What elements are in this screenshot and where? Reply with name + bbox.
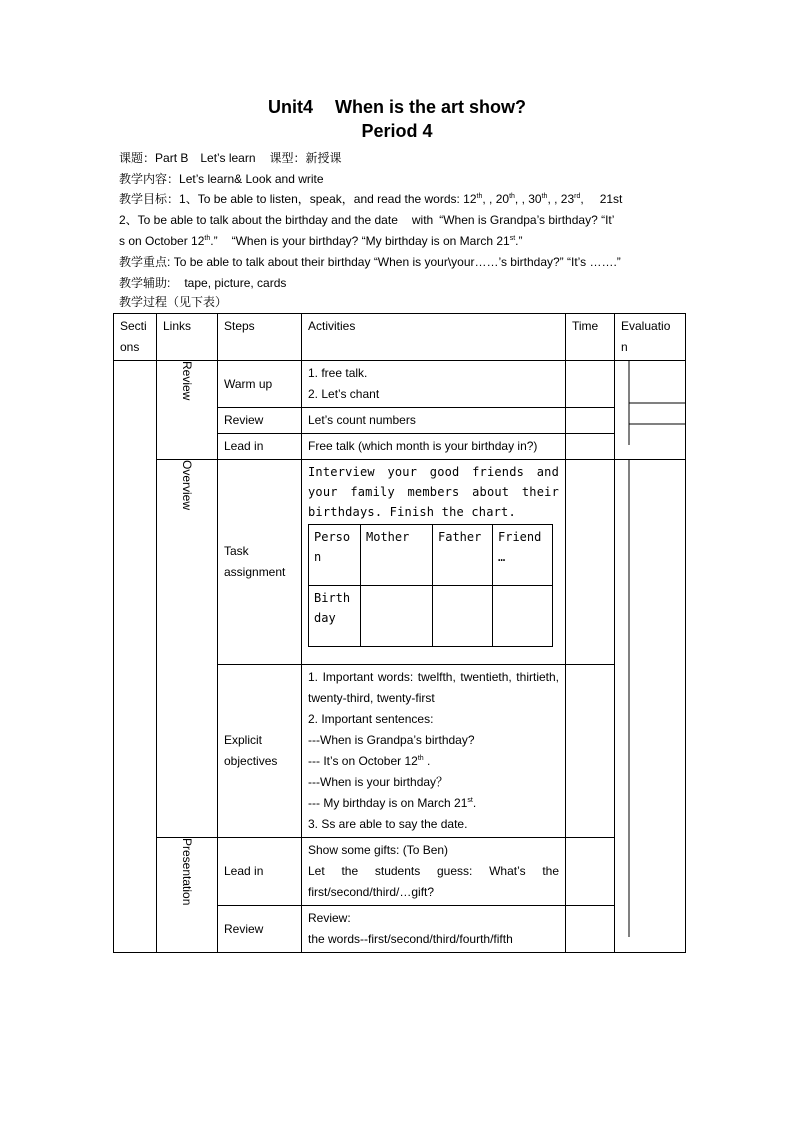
step-review-2: Review [218,906,302,953]
step-task-assignment: Task assignment [218,460,302,665]
header-evaluation: Evaluatio n [615,314,686,361]
task-instructions: Interview your good friends and your family members about their birthdays. Finish the chart. [308,465,559,519]
header-sections: Secti ons [114,314,157,361]
chart-cell [493,586,553,647]
link-presentation: Presentation [157,838,218,953]
activity-leadin-2: Show some gifts: (To Ben) Let the students guess: What’s the first/second/third/…gift? [302,838,566,906]
time-cell [566,665,615,838]
time-cell [566,460,615,665]
chart-header-friend: Friend … [493,525,553,586]
activity-explicit: 1. Important words: twelfth, twentieth, thirtieth, twenty-third, twenty-first 2. Important sentences: ---When is Grandpa’s birthday? --- It’s on October 12th . ---When is your birthday？ --- My birthday is on March 21st. 3. Ss are able to say the date. [302,665,566,838]
info-objectives: 教学目标：1、To be able to listen，speak，and read the words: 12th, , 20th, , 30th, , 23rd, 21st [119,192,623,206]
header-steps: Steps [218,314,302,361]
activity-review: Let’s count numbers [302,408,566,434]
sections-cell [114,361,157,953]
chart-cell [361,586,433,647]
activity-review-2: Review: the words--first/second/third/fourth/fifth [302,906,566,953]
evaluation-grid [615,460,685,937]
info-objectives-2: 2、To be able to talk about the birthday and the date with “When is Grandpa’s birthday? “It’ [119,213,615,227]
activity-warmup: 1. free talk. 2. Let’s chant [302,361,566,408]
chart-header-father: Father [433,525,493,586]
time-cell [566,906,615,953]
chart-row-birthday: Birth day [309,586,361,647]
table-header-row [114,314,686,361]
activity-task [302,460,566,665]
header-activities: Activities [302,314,566,361]
link-overview: Overview [157,460,218,838]
info-objectives-3: s on October 12th.” “When is your birthday? “My birthday is on March 21st.” [119,234,523,248]
header-time: Time [566,314,615,361]
step-leadin: Lead in [218,434,302,460]
unit-question: When is the art show? [334,97,526,117]
table-row [114,361,686,408]
step-explicit-objectives: Explicit objectives [218,665,302,838]
time-cell [566,361,615,408]
time-cell [566,434,615,460]
step-warmup: Warm up [218,361,302,408]
evaluation-cell [615,361,686,460]
header-links: Links [157,314,218,361]
table-row [114,460,686,665]
chart-header-mother: Mother [361,525,433,586]
link-review: Review [157,361,218,460]
unit-label: Unit4 [267,97,313,117]
info-content: 教学内容：Let’s learn& Look and write [119,172,324,186]
chart-header-person: Perso n [309,525,361,586]
chart-cell [433,586,493,647]
document-title [0,97,794,118]
time-cell [566,408,615,434]
step-leadin-2: Lead in [218,838,302,906]
activity-leadin: Free talk (which month is your birthday in?) [302,434,566,460]
evaluation-cell [615,460,686,953]
period-title: Period 4 [361,121,433,141]
table-row [114,838,686,906]
step-review: Review [218,408,302,434]
info-aids: 教学辅助: tape, picture, cards [119,276,287,290]
info-process: 教学过程（见下表） [119,295,228,309]
info-topic: 课题：Part B Let’s learn 课型：新授课 [119,151,342,165]
birthday-chart [308,524,553,647]
evaluation-grid [615,361,685,445]
info-key-points: 教学重点: To be able to talk about their birthday “When is your\your……’s birthday?” “It’s …….” [119,255,621,269]
time-cell [566,838,615,906]
lesson-table [113,313,686,953]
